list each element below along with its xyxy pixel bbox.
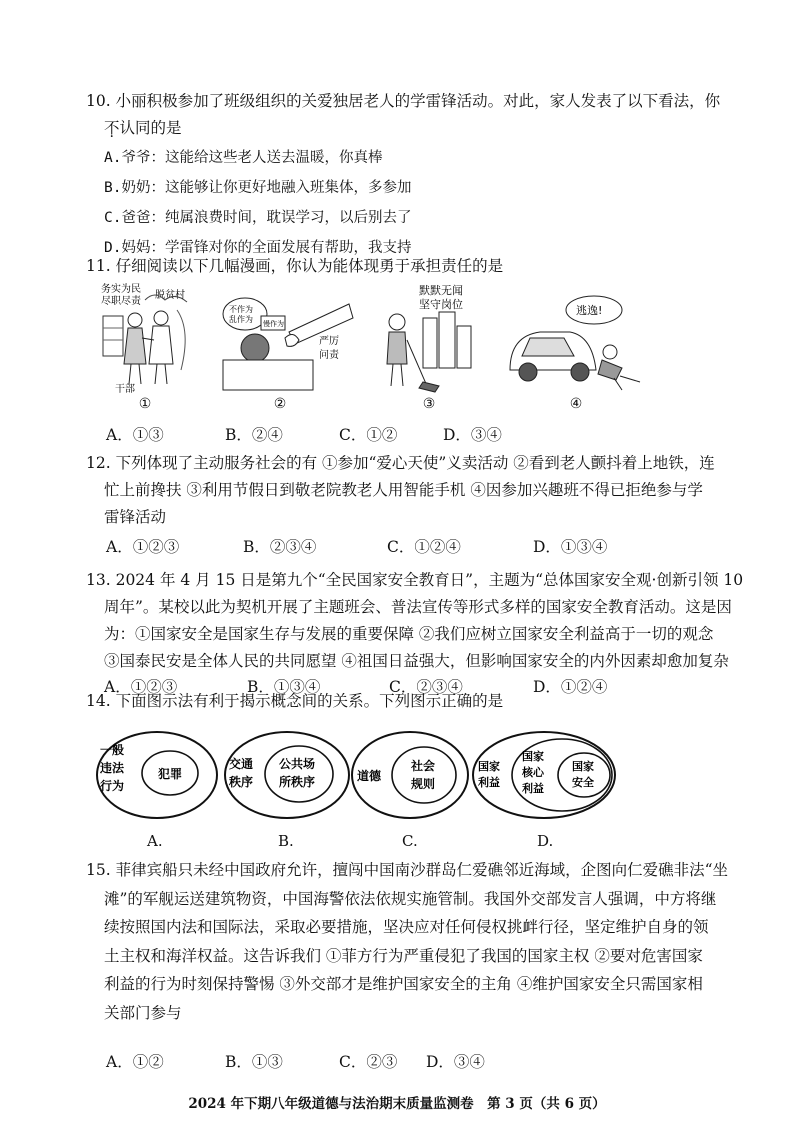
cartoon-3-text-2: 坚守岗位: [419, 298, 463, 311]
q12-option-a: A．①②③: [106, 538, 180, 556]
q15-line-4: 土主权和海洋权益。这告诉我们 ①菲方行为严重侵犯了我国的国家主权 ②要对危害国家: [104, 946, 703, 965]
q12-line-3: 雷锋活动: [104, 508, 167, 526]
q15-line-2: 滩”的军舰运送建筑物资，中国海警依法依规实施管制。我国外交部发言人强调，中方将继: [104, 889, 717, 908]
diagram-c: [349, 728, 471, 822]
q12-option-d: D．①③④: [533, 538, 608, 556]
q12-line-2: 忙上前搀扶 ③利用节假日到敬老院教老人用智能手机 ④因参加兴趣班不得已拒绝参与学: [104, 481, 703, 499]
diagram-d-outer-2: 利益: [478, 776, 500, 789]
cartoon-1-text-2: 尽职尽责: [101, 296, 141, 307]
q15-line-5: 利益的行为时刻保持警惕 ③外交部才是维护国家安全的主角 ④维护国家安全只需国家相: [104, 975, 703, 993]
q11-option-d: D．③④: [443, 426, 502, 444]
cartoon-4: [502, 290, 647, 395]
cartoon-2-text-2: 乱作为: [229, 315, 253, 324]
page-footer: 2024 年下期八年级道德与法治期末质量监测卷 第 3 页（共 6 页）: [188, 1096, 606, 1112]
cartoon-2-text-4: 严厉: [319, 336, 339, 347]
diagram-c-label: C.: [402, 832, 418, 850]
cartoon-4-caption: ④: [569, 396, 583, 412]
diagram-a-outer-3: 行为: [100, 779, 125, 793]
diagram-d-inner-2: 安全: [572, 776, 594, 789]
q15-option-a: A．①②: [106, 1053, 164, 1071]
diagram-c-inner-2: 规则: [411, 777, 436, 791]
question-10: [86, 88, 724, 262]
q10-option-a: A.爷爷：这能给这些老人送去温暖，你真棒: [104, 150, 383, 166]
q11-option-c: C．①②: [339, 426, 398, 444]
cartoon-3-caption: ③: [422, 396, 436, 412]
q10-stem-line-2: [104, 115, 724, 142]
q12-line-1: 12. 下列体现了主动服务社会的有 ①参加“爱心天使”义卖活动 ②看到老人颤抖着上地铁，连: [86, 454, 715, 472]
cartoon-1-text-4: 干部: [115, 384, 135, 395]
q15-line-1: 15. 菲律宾船只未经中国政府允许，擅闯中国南沙群岛仁爱礁邻近海域，企图向仁爱礁非法“坐: [86, 861, 729, 879]
diagram-a-inner: 犯罪: [158, 767, 183, 781]
cartoon-2-text-1: 不作为: [229, 305, 253, 314]
q15-option-c: C．②③: [339, 1053, 398, 1071]
cartoon-2-text-5: 问责: [319, 350, 339, 361]
q13-option-a: A．①②③: [104, 678, 178, 696]
cartoon-1-text-1: 务实为民: [101, 284, 141, 295]
diagram-a-label: A.: [147, 832, 163, 850]
q13-line-4: ③国泰民安是全体人民的共同愿望 ④祖国日益强大，但影响国家安全的内外因素却愈加复杂: [104, 652, 729, 670]
q12-option-c: C．①②④: [387, 538, 461, 556]
diagram-d-outer-1: 国家: [478, 760, 500, 773]
diagram-c-outer: 道德: [357, 769, 382, 783]
question-13: [86, 567, 744, 675]
q15-line-3: 续按照国内法和国际法，采取必要措施，坚决应对任何侵权挑衅行径，坚定维护自身的领: [104, 918, 709, 936]
q13-option-c: C．②③④: [389, 678, 463, 696]
diagram-b-inner-circle: [265, 746, 333, 802]
question-15: [86, 856, 729, 1027]
diagram-b-label: B.: [278, 832, 294, 850]
q15-line-6: 关部门参与: [104, 1003, 182, 1022]
cartoon-1-text-3: 脱贫村: [155, 290, 185, 301]
cartoon-3-text-1: 默默无闻: [419, 284, 463, 297]
diagram-b: [221, 728, 353, 822]
diagram-a-outer-1: 一般: [100, 743, 125, 757]
diagram-a: [94, 728, 220, 822]
diagram-d: [470, 728, 618, 822]
q14-stem: 14. 下面图示法有利于揭示概念间的关系。下列图示正确的是: [86, 692, 504, 710]
q11-option-b: B．②④: [225, 426, 283, 444]
cartoon-1-caption: ①: [138, 396, 152, 412]
diagram-d-middle-3: 利益: [522, 782, 544, 795]
diagram-b-outer-1: 交通: [229, 757, 254, 771]
diagram-d-inner-1: 国家: [572, 760, 594, 773]
diagram-a-outer-2: 违法: [100, 761, 125, 775]
cartoon-2-caption: ②: [273, 396, 287, 412]
q12-option-b: B．②③④: [243, 538, 317, 556]
diagram-d-middle-1: 国家: [522, 750, 544, 763]
diagram-c-inner-circle: [392, 747, 456, 803]
cartoon-4-text-1: 逃逸!: [576, 304, 603, 317]
q10-option-d: D.妈妈：学雷锋对你的全面发展有帮助，我支持: [104, 240, 412, 256]
q11-option-a: A．①③: [106, 426, 164, 444]
cartoon-2: [215, 290, 355, 395]
cartoon-2-text-3: 慢作为: [263, 320, 284, 328]
q13-option-b: B．①③④: [247, 678, 321, 696]
q15-option-d: D．③④: [426, 1053, 485, 1071]
q10-stem-line-1: 10. 小丽积极参加了班级组织的关爱独居老人的学雷锋活动。对此，家人发表了以下看法，你: [86, 92, 721, 110]
q15-option-b: B．①③: [225, 1053, 283, 1071]
q10-option-c: C.爸爸：纯属浪费时间，耽误学习，以后别去了: [104, 210, 412, 226]
diagram-b-inner-1: 公共场: [279, 757, 316, 771]
q10-stem-rest: 认同的是: [119, 119, 182, 137]
diagram-b-outer-2: 秩序: [229, 775, 254, 789]
diagram-c-inner-1: 社会: [411, 759, 436, 773]
q13-line-2: 周年”。某校以此为契机开展了主题班会、普法宣传等形式多样的国家安全教育活动。这是因: [104, 598, 732, 616]
cartoon-1: [95, 280, 205, 395]
q10-emphasis-word: 不: [104, 119, 120, 137]
diagram-d-label: D.: [537, 832, 554, 850]
q11-stem: 11. 仔细阅读以下几幅漫画，你认为能体现勇于承担责任的是: [86, 257, 504, 275]
cartoon-3: [375, 282, 485, 395]
q13-option-d: D．①②④: [533, 678, 608, 696]
diagram-d-middle-2: 核心: [522, 766, 544, 779]
diagram-d-outer-circle: [473, 732, 615, 818]
q13-line-1: 13. 2024 年 4 月 15 日是第九个“全民国家安全教育日”，主题为“总体国家安全观·创新引领 10: [86, 571, 744, 589]
q13-line-3: 为：①国家安全是国家生存与发展的重要保障 ②我们应树立国家安全利益高于一切的观念: [104, 625, 714, 643]
q10-option-b: B.奶奶：这能够让你更好地融入班集体，多参加: [104, 180, 412, 196]
diagram-b-inner-2: 所秩序: [279, 775, 316, 789]
question-12: [86, 450, 726, 531]
